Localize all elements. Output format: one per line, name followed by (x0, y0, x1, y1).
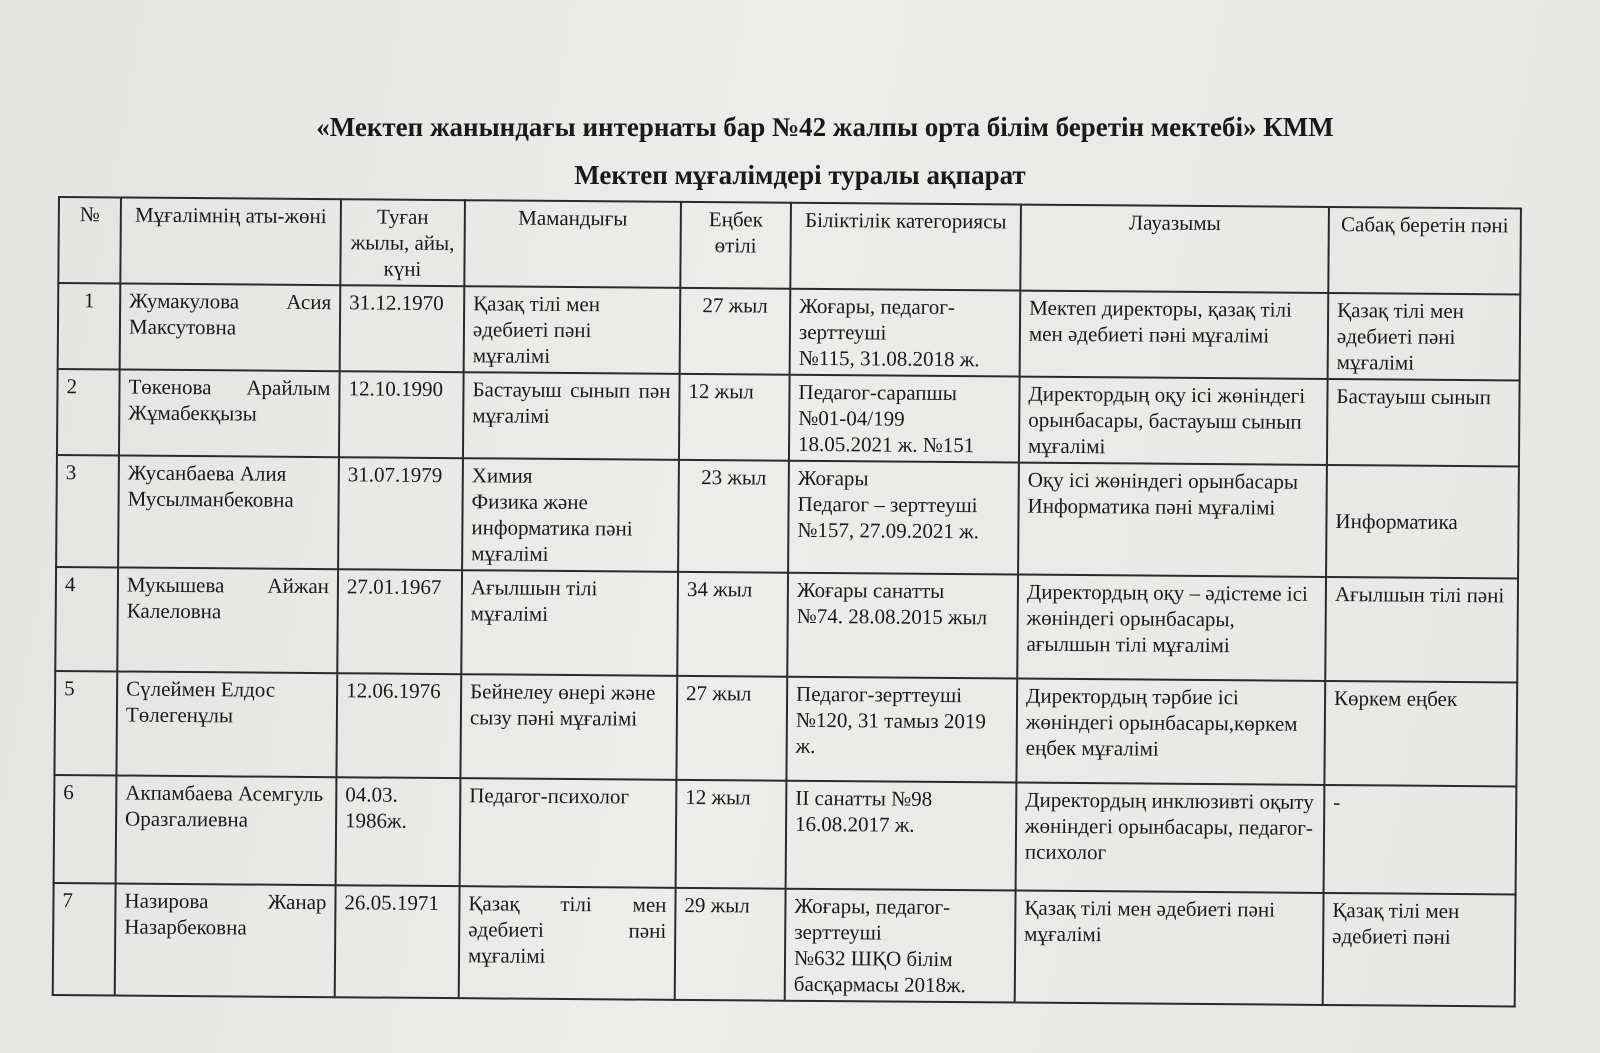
subject: Көркем еңбек (1324, 681, 1517, 787)
subject: Қазақ тілі мен әдебиеті пәні (1323, 893, 1516, 1007)
document-title: «Мектеп жанындағы интернаты бар №42 жалпы орта білім беретін мектебі» КММ (316, 112, 1334, 142)
category-line: Педагог – зерттеуші (797, 491, 978, 518)
position-line: Оқу ісі жөніндегі орынбасары (1027, 467, 1299, 494)
header-cell-position: Лауазымы (1020, 205, 1329, 293)
subject: - (1324, 785, 1517, 895)
teachers-table (52, 196, 1522, 1007)
qualification-category (787, 573, 1018, 679)
table-row (53, 883, 1516, 1006)
category-line: 16.08.2017 ж. (794, 811, 915, 837)
position: Мектеп директоры, қазақ тілі мен әдебиеті пәні мұғалімі (1020, 291, 1329, 379)
row-number: 1 (58, 283, 121, 369)
specialty-line: Физика және информатика пәні мұғалімі (471, 489, 633, 566)
category-line: Жоғары санатты (796, 577, 945, 603)
header-cell-category: Біліктілік категориясы (790, 203, 1021, 291)
category-line: 18.05.2021 ж. №151 (797, 431, 975, 458)
header-cell-experience: Еңбек өтілі (680, 202, 791, 289)
category-line: Жоғары, педагог-зерттеуші (794, 893, 951, 945)
category-line: №115, 31.08.2018 ж. (798, 345, 980, 372)
experience: 12 жыл (679, 374, 790, 461)
birth-date: 12.10.1990 (339, 371, 464, 458)
qualification-category (785, 889, 1016, 1003)
specialty-line: Химия (471, 463, 533, 488)
specialty: Қазақ тілі мен әдебиеті пәні мұғалімі (459, 886, 676, 1000)
specialty: Бейнелеу өнері және сызу пәні мұғалімі (460, 674, 677, 780)
category-line: Жоғары, педагог-зерттеуші (798, 293, 956, 345)
category-line: Жоғары (797, 465, 869, 491)
table-row (54, 775, 1517, 894)
position: Қазақ тілі мен әдебиеті пәні мұғалімі (1015, 891, 1324, 1005)
table-row (55, 567, 1518, 682)
teacher-name: Жумакулова Асия Максутовна (120, 283, 341, 371)
experience: 29 жыл (675, 888, 786, 1001)
teacher-name: Төкенова Арайлым Жұмабекқызы (119, 369, 340, 457)
header-cell-name: Мұғалімнің аты-жөні (120, 197, 341, 285)
category-line: №74. 28.08.2015 жыл (796, 603, 988, 630)
teacher-name: Акпамбаева Асемгуль Оразгалиевна (116, 775, 337, 885)
position: Директордың оқу ісі жөніндегі орынбасары, бастауыш сынып мұғалімі (1019, 377, 1328, 465)
row-number: 6 (54, 775, 117, 883)
position: Директордың тәрбие ісі жөніндегі орынбасары,көркем еңбек мұғалімі (1016, 679, 1325, 785)
header-cell-number: № (58, 197, 121, 283)
specialty (462, 458, 679, 572)
birth-date: 27.01.1967 (337, 569, 462, 674)
experience: 27 жыл (680, 288, 791, 375)
birth-date: 31.12.1970 (340, 285, 465, 372)
qualification-category (790, 289, 1021, 377)
experience: 12 жыл (676, 780, 787, 889)
experience: 23 жыл (678, 460, 789, 573)
position: Директордың инклюзивті оқыту жөніндегі орынбасары, педагог-психолог (1016, 783, 1325, 893)
qualification-category (786, 677, 1017, 783)
row-number: 7 (53, 883, 116, 995)
experience: 27 жыл (676, 676, 787, 781)
subject: Информатика (1326, 465, 1519, 579)
specialty: Қазақ тілі мен әдебиеті пәні мұғалімі (464, 286, 681, 374)
birth-date: 31.07.1979 (338, 457, 463, 570)
category-line: Педагог-сарапшы (798, 379, 957, 406)
row-number: 5 (54, 671, 117, 775)
subject: Ағылшын тілі пәні (1325, 577, 1518, 683)
qualification-category (789, 375, 1020, 463)
position-line: Информатика пәні мұғалімі (1027, 493, 1276, 520)
category-line: №632 ШҚО білім басқармасы 2018ж. (793, 945, 966, 998)
teacher-name: Сүлеймен Елдос Төлегенұлы (116, 671, 337, 777)
table-row (56, 455, 1519, 578)
header-cell-birth: Туған жылы, айы, күні (340, 199, 465, 286)
category-line: №120, 31 тамыз 2019 ж. (795, 707, 986, 758)
table-row (54, 671, 1517, 786)
teacher-name: Назирова Жанар Назарбековна (115, 883, 336, 997)
specialty: Педагог-психолог (460, 778, 677, 888)
birth-date: 26.05.1971 (335, 885, 460, 998)
header-cell-subject: Сабақ беретін пәні (1328, 207, 1521, 295)
table-row (57, 369, 1520, 466)
birth-date: 12.06.1976 (336, 673, 461, 778)
category-line: Педагог-зерттеуші (796, 681, 963, 708)
table-row (58, 283, 1521, 380)
category-line: ІІ санатты №98 (795, 785, 933, 811)
document-subtitle: Мектеп мұғалімдері туралы ақпарат (574, 160, 1026, 190)
table-header-row (58, 197, 1521, 294)
header-cell-specialty: Мамандығы (464, 200, 681, 288)
specialty: Бастауыш сынып пән мұғалімі (463, 372, 680, 460)
experience: 34 жыл (677, 572, 788, 677)
row-number: 3 (56, 455, 119, 567)
position (1018, 463, 1327, 577)
specialty: Ағылшын тілі мұғалімі (461, 570, 678, 676)
row-number: 4 (55, 567, 118, 671)
position: Директордың оқу – әдістеме ісі жөніндегі орынбасары, ағылшын тілі мұғалімі (1017, 575, 1326, 681)
teachers-table-wrapper (52, 196, 1520, 1007)
subject: Бастауыш сынып (1327, 379, 1520, 467)
row-number: 2 (57, 369, 120, 455)
category-line: №01-04/199 (798, 405, 905, 431)
birth-date: 04.03. 1986ж. (336, 777, 461, 886)
teacher-name: Мукышева Айжан Калеловна (117, 567, 338, 673)
subject: Қазақ тілі мен әдебиеті пәні мұғалімі (1328, 293, 1521, 381)
qualification-category (786, 781, 1017, 891)
category-line: №157, 27.09.2021 ж. (797, 517, 980, 544)
teacher-name: Жусанбаева Алия Мусылманбековна (118, 455, 339, 569)
qualification-category (788, 461, 1019, 575)
